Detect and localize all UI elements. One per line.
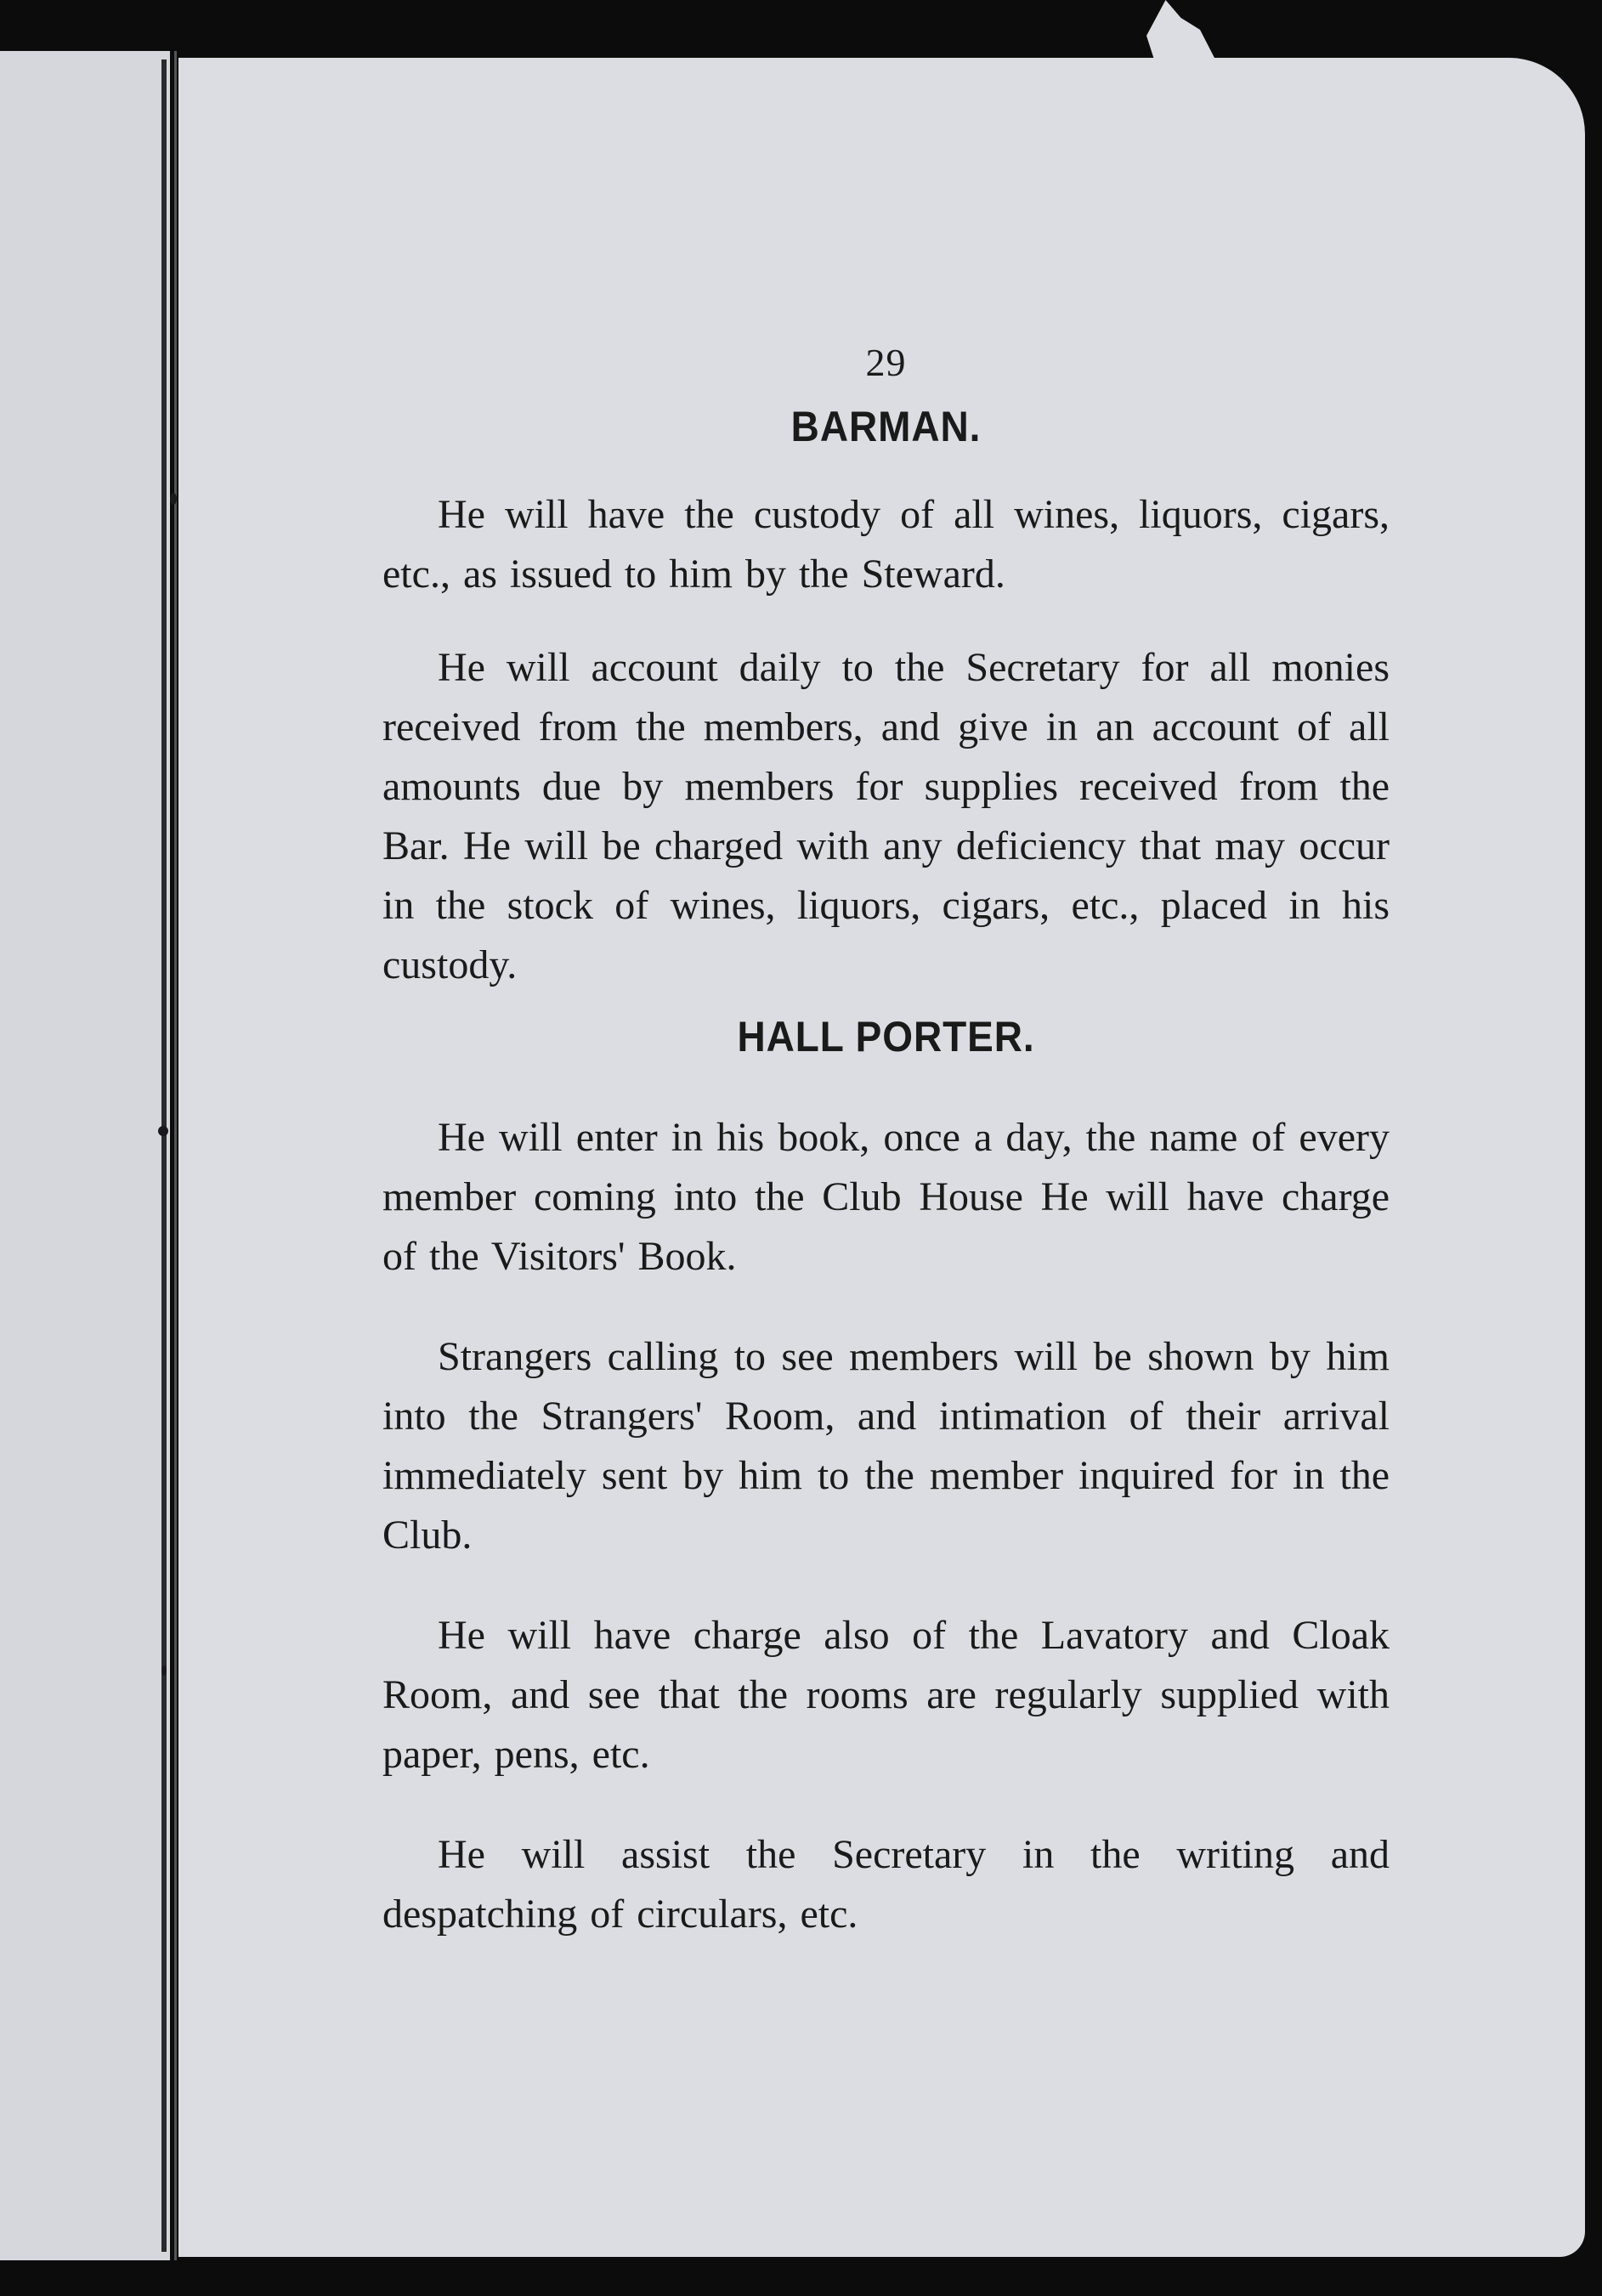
- book-gutter-shadow: [174, 51, 177, 2260]
- paragraph: He will have the custody of all wines, liquors, cigars, etc., as issued to him by the Steward.: [382, 492, 1390, 597]
- page-text: [382, 340, 1390, 1978]
- paragraph: He will have charge also of the Lavatory and Cloak Room, and see that the rooms are regularly supplied with paper, pens, etc.: [382, 1613, 1390, 1777]
- torn-page-corner: [1139, 0, 1215, 59]
- ink-speck: [158, 1126, 168, 1136]
- facing-page-edge: [0, 51, 170, 2260]
- ink-speck: [161, 1665, 167, 1676]
- book-gutter: [161, 59, 167, 2252]
- paragraph: Strangers calling to see members will be shown by him into the Strangers' Room, and intimation of their arrival immediately sent by him to the member inquired for in the Club.: [382, 1334, 1390, 1558]
- paragraph: He will account daily to the Secretary for all monies received from the members, and give in an account of all amounts due by members for supplies received from the Bar. He will be charged with any deficiency that may occur in the stock of wines, liquors, cigars, etc., placed in his custody.: [382, 645, 1390, 987]
- page-number: 29: [865, 341, 907, 384]
- paragraph: He will enter in his book, once a day, the name of every member coming into the Club House He will have charge of the Visitors' Book.: [382, 1115, 1390, 1279]
- section-heading-hall-porter: HALL PORTER.: [737, 1013, 1035, 1060]
- section-heading-barman: BARMAN.: [790, 403, 982, 450]
- paragraph: He will assist the Secretary in the writing and despatching of circulars, etc.: [382, 1832, 1390, 1937]
- ink-speck: [170, 493, 177, 505]
